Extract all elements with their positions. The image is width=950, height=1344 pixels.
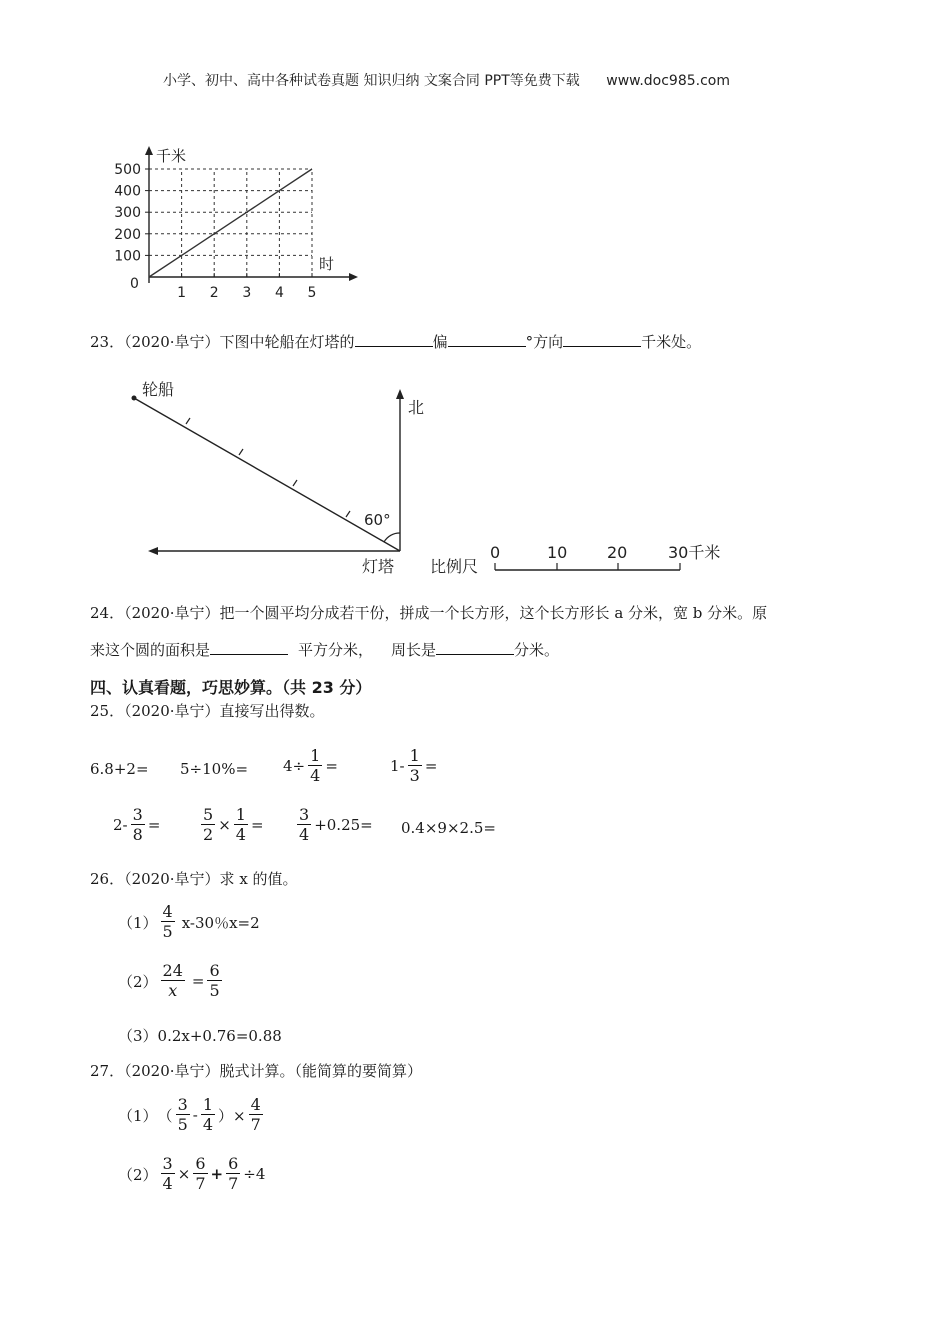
denominator: 7 [250,1115,261,1134]
q24-text-1: 把一个圆平均分成若干份，拼成一个长方形，这个长方形长 a 分米，宽 b 分米。原 [219,604,768,622]
x-axis-arrow-icon [349,273,358,281]
numerator: 6 [195,1154,206,1173]
q24-source: （2020·阜宁） [124,604,220,622]
numerator: 5 [203,805,214,824]
ship-line-tick-4 [346,511,350,517]
q25-number: 25． [90,702,125,720]
q25-text: 直接写出得数。 [219,702,325,720]
numerator: 1 [202,1095,214,1114]
x-tick-labels [177,285,316,301]
denominator: 7 [195,1174,206,1193]
q27-part-2-fraction-1 [161,1155,175,1193]
q25-expr-2 [180,760,248,778]
x-tick-label: 2 [209,285,219,301]
q24-text-4: 周长是 [391,641,437,659]
denominator: 4 [310,766,321,785]
q26-source: （2020·阜宁） [124,870,220,888]
denominator: 3 [409,766,420,785]
q25-expr-4-fraction [408,747,422,785]
angle-label: 60° [364,511,391,529]
q23-answer-blank-angle[interactable] [448,332,526,347]
distance-time-chart [90,140,380,305]
question-24-line-1 [90,602,767,623]
q25-expr-2-text: 5÷10%= [180,760,249,778]
q26-part-1 [118,903,260,941]
q23-text-3: °方向 [525,333,564,351]
q25-expr-7 [294,806,373,844]
q27-number: 27． [90,1062,125,1080]
y-tick-label: 400 [114,183,141,200]
q27-part-2 [118,1155,265,1193]
numerator: 1 [310,746,321,765]
north-arrow-icon [396,389,404,399]
north-label: 北 [408,398,425,417]
q25-expr-7-fraction [297,806,311,844]
numerator: 4 [250,1095,261,1114]
denominator: 5 [177,1115,188,1134]
lighthouse-label: 灯塔 [362,557,395,576]
lighthouse-map-diagram [120,375,760,585]
q25-expr-8 [401,819,496,837]
denominator: 5 [162,922,173,941]
q25-expr-3 [283,747,338,785]
q23-number: 23． [90,333,125,351]
ship-line-tick-2 [239,449,243,455]
numerator: 3 [162,1154,173,1173]
q24-text-5: 分米。 [514,641,560,659]
origin-label: 0 [130,276,139,292]
q25-expr-4-suffix: = [424,757,438,775]
question-27 [90,1060,422,1081]
x-tick-label: 4 [274,285,284,301]
q23-answer-blank-direction[interactable] [355,332,433,347]
q25-expr-6-fraction-1 [201,806,215,844]
x-unit-label: 时 [319,255,335,273]
y-tick-label: 300 [114,205,141,222]
q27-part-2-label: （2） [118,1165,158,1184]
q27-part-1 [118,1096,266,1134]
q27-part-1-minus: - [192,1106,198,1124]
q26-part-2-fraction-1 [161,962,185,1000]
y-tick-label: 100 [114,248,141,265]
q26-part-2-equals: = [191,972,205,990]
denominator: 4 [235,825,246,844]
section-4-heading: 四、认真看题，巧思妙算。（共 23 分） [90,678,372,697]
x-tick-label: 5 [307,285,317,301]
q23-text-2: 偏 [432,333,448,351]
q27-part-1-fraction-2 [201,1096,215,1134]
q25-expr-6-operator: × [218,816,231,834]
y-axis-arrow-icon [145,146,153,155]
header-text: 小学、初中、高中各种试卷真题 知识归纳 文案合同 PPT等免费下载 [163,73,580,89]
y-tick-labels [114,162,141,264]
q25-expr-8-text: 0.4×9×2.5= [401,819,496,837]
scale-value-20: 20 [607,543,628,562]
q25-expr-6-suffix: = [250,816,264,834]
denominator: 4 [162,1174,173,1193]
q24-number: 24． [90,604,125,622]
q26-number: 26． [90,870,125,888]
q25-expr-3-prefix: 4÷ [283,757,306,775]
q25-expr-1-text: 6.8+2= [90,760,149,778]
q23-text-1: 下图中轮船在灯塔的 [219,333,355,351]
q26-part-2-label: （2） [118,972,158,991]
q24-answer-blank-area[interactable] [210,640,288,655]
q25-expr-4 [390,747,437,785]
y-tick-label: 500 [114,162,141,178]
numerator: 4 [162,902,173,921]
q27-part-2-fraction-2 [193,1155,207,1193]
q25-expr-5-prefix: 2- [113,816,128,834]
scale-value-30: 30千米 [668,543,721,562]
numerator: 3 [299,805,310,824]
y-unit-label: 千米 [156,147,187,165]
denominator: 4 [299,825,310,844]
ship-label: 轮船 [142,380,175,399]
q27-part-2-plus: + [210,1165,224,1183]
q24-answer-blank-perimeter[interactable] [436,640,514,655]
q27-part-1-open-paren: （ [157,1106,173,1125]
q25-expr-1 [90,760,149,778]
numerator: 3 [132,805,143,824]
q24-text-3: 平方分米， [298,641,374,659]
q25-expr-5 [113,806,160,844]
numerator: 3 [177,1095,188,1114]
question-25 [90,700,325,721]
q25-expr-6-fraction-2 [234,806,248,844]
x-tick-label: 1 [177,285,187,301]
denominator: 7 [228,1174,239,1193]
q27-part-2-suffix: ÷4 [243,1165,266,1183]
x-tick-label: 3 [242,285,252,301]
y-tick-label: 200 [114,226,141,243]
q27-source: （2020·阜宁） [124,1062,220,1080]
numerator: 1 [409,746,420,765]
ship-bearing-line [134,398,400,551]
q26-part-3: （3）0.2x+0.76=0.88 [118,1027,282,1045]
denominator: 5 [209,981,220,1000]
q25-expr-4-prefix: 1- [390,757,405,775]
q26-text: 求 x 的值。 [219,870,298,888]
q25-expr-3-fraction [308,747,322,785]
numerator: 24 [162,961,183,980]
q23-source: （2020·阜宁） [124,333,220,351]
west-arrow-icon [148,547,158,555]
q27-part-1-label: （1） [118,1106,158,1125]
q23-answer-blank-distance[interactable] [563,332,641,347]
question-26 [90,868,298,889]
denominator: 2 [203,825,214,844]
question-24-line-2 [90,639,559,660]
q27-part-1-close-times: ）× [218,1106,246,1125]
denominator: 4 [202,1115,214,1134]
denominator: 8 [132,825,143,844]
q27-part-2-fraction-3 [226,1155,240,1193]
numerator: 1 [235,805,246,824]
question-23 [90,331,701,352]
q23-text-4: 千米处。 [641,333,702,351]
angle-arc [384,533,400,542]
q27-part-1-fraction-3 [249,1096,263,1134]
scale-value-0: 0 [490,543,501,562]
page-header [163,70,730,90]
q26-part-1-fraction [161,903,175,941]
ship-line-tick-1 [186,418,190,424]
numerator: 6 [228,1154,239,1173]
denominator: x [168,981,178,1000]
q25-source: （2020·阜宁） [124,702,220,720]
q25-expr-6 [198,806,264,844]
series-line [149,169,312,277]
q27-text: 脱式计算。（能简算的要简算） [219,1062,423,1080]
ship-line-tick-3 [293,480,297,486]
q26-part-2 [118,962,225,1000]
chart-series [149,169,312,277]
q26-part-1-equation: x-30％x=2 [181,913,260,932]
numerator: 6 [209,961,220,980]
q24-text-2: 来这个圆的面积是 [90,641,211,659]
q25-expr-5-fraction [131,806,145,844]
q25-expr-7-suffix: +0.25= [314,816,373,834]
q26-part-2-fraction-2 [207,962,221,1000]
q25-expr-5-suffix: = [147,816,161,834]
q26-part-1-label: （1） [118,913,158,932]
scale-value-10: 10 [547,543,568,562]
q25-expr-3-suffix: = [325,757,338,775]
q27-part-2-times: × [177,1165,191,1183]
q27-part-1-fraction-1 [176,1096,190,1134]
header-url: www.doc985.com [606,73,730,89]
scale-label: 比例尺 [430,557,479,576]
